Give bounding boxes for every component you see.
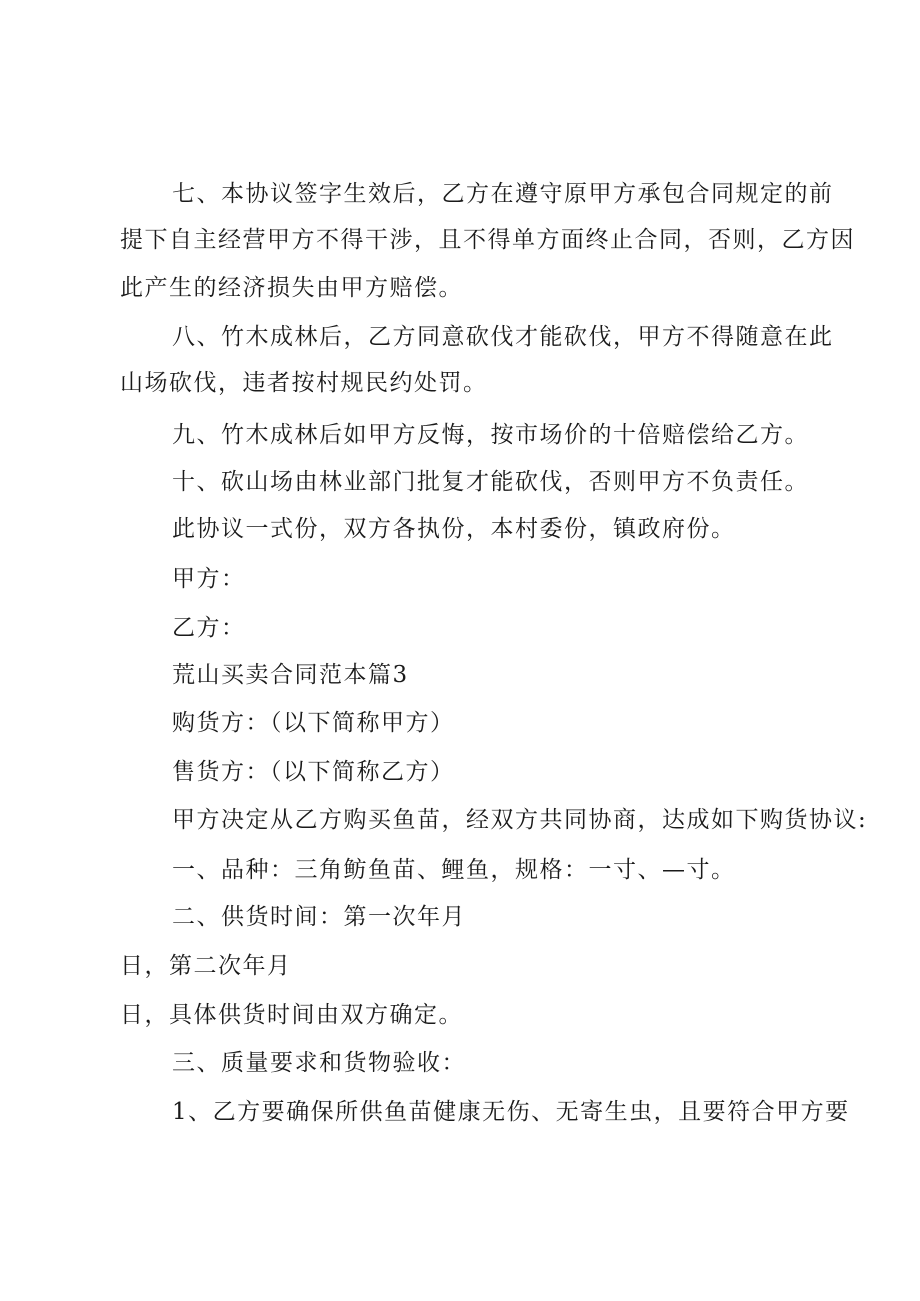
buyer-line: 购货方：（以下简称甲方） xyxy=(172,710,455,736)
clause-7-line-3: 此产生的经济损失由甲方赔偿。 xyxy=(120,275,463,301)
agreement-intro: 甲方决定从乙方购买鱼苗，经双方共同协商，达成如下购货协议: xyxy=(172,807,868,833)
delivery-line-2: 日，第二次年月 xyxy=(120,953,292,979)
clause-8-line-2: 山场砍伐，违者按村规民约处罚。 xyxy=(120,370,488,396)
copies-statement: 此协议一式份，双方各执份，本村委份，镇政府份。 xyxy=(172,516,736,542)
delivery-line-3: 日，具体供货时间由双方确定。 xyxy=(120,1002,463,1028)
clause-7-line-1: 七、本协议签字生效后，乙方在遵守原甲方承包合同规定的前 xyxy=(172,181,834,207)
clause-10: 十、砍山场由林业部门批复才能砍伐，否则甲方不负责任。 xyxy=(172,469,809,495)
section-title: 荒山买卖合同范本篇3 xyxy=(172,662,409,688)
party-b-signature: 乙方： xyxy=(172,615,246,641)
item-1-variety: 一、品种：三角鲂鱼苗、鲤鱼，规格：一寸、—寸。 xyxy=(172,857,736,883)
quality-item-1: 1、乙方要确保所供鱼苗健康无伤、无寄生虫，且要符合甲方要 xyxy=(172,1099,850,1125)
item-3-quality: 三、质量要求和货物验收： xyxy=(172,1050,466,1076)
item-2-delivery-time: 二、供货时间：第一次年月 xyxy=(172,904,466,930)
seller-line: 售货方：（以下简称乙方） xyxy=(172,759,455,785)
clause-8-line-1: 八、竹木成林后，乙方同意砍伐才能砍伐，甲方不得随意在此 xyxy=(172,324,834,350)
clause-7-line-2: 提下自主经营甲方不得干涉，且不得单方面终止合同，否则，乙方因 xyxy=(120,227,855,253)
clause-9: 九、竹木成林后如甲方反悔，按市场价的十倍赔偿给乙方。 xyxy=(172,422,809,448)
party-a-signature: 甲方： xyxy=(172,566,246,592)
